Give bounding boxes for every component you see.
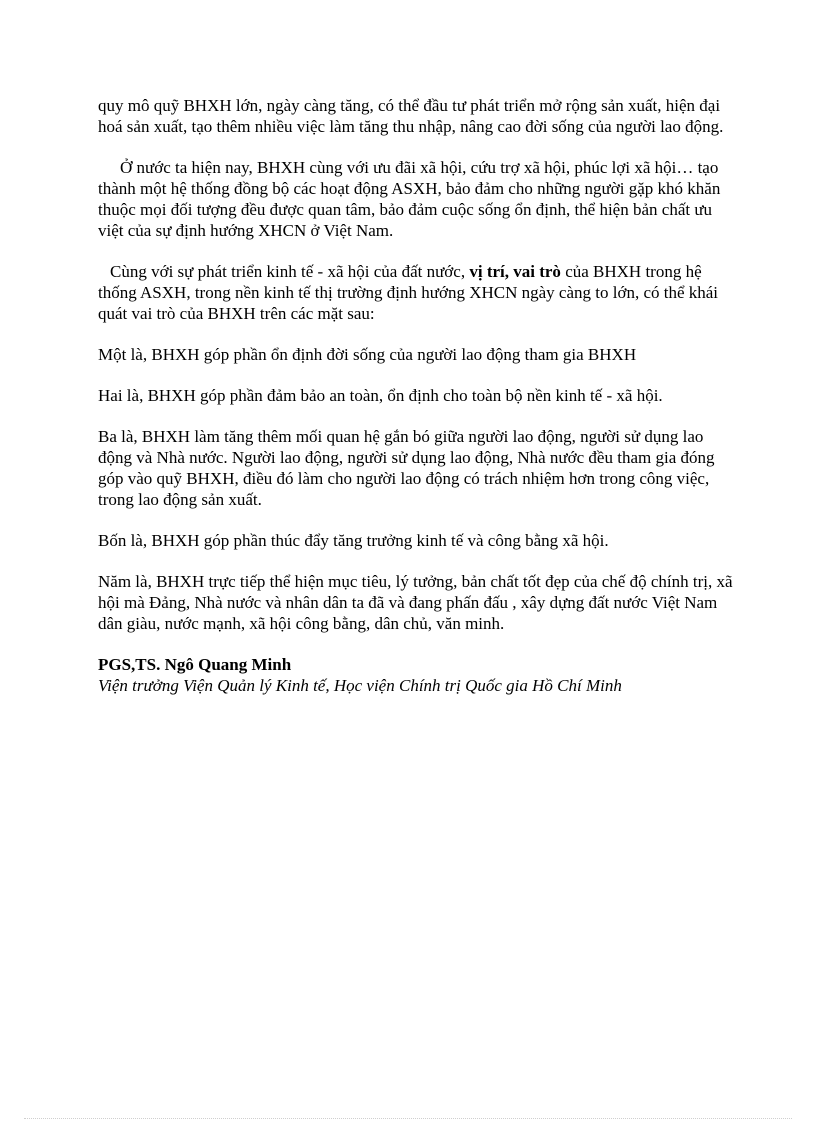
paragraph-role-one: Một là, BHXH góp phần ổn định đời sống của người lao động tham gia BHXH [98,345,637,364]
paragraph-role-five: Năm là, BHXH trực tiếp thể hiện mục tiêu, lý tưởng, bản chất tốt đẹp của chế độ chính trị, xã hội mà Đảng, Nhà nước và nhân dân ta đã và đang phấn đấu , xây dựng đất nước Việt Nam dân giàu, nước mạnh, xã hội công bằng, dân chủ, văn minh. [98,572,733,633]
document-page [98,95,738,696]
paragraph-role-overview [98,261,738,324]
role-overview-intro: Cùng với sự phát triển kinh tế - xã hội của đất nước, [110,262,470,281]
signature-block [98,654,738,696]
author-affiliation: Viện trưởng Viện Quản lý Kinh tế, Học viện Chính trị Quốc gia Hồ Chí Minh [98,676,622,695]
role-overview-emphasis: vị trí, vai trò [469,262,561,281]
paragraph-role-two: Hai là, BHXH góp phần đảm bảo an toàn, ổn định cho toàn bộ nền kinh tế - xã hội. [98,386,663,405]
page-bottom-divider [24,1118,792,1119]
role-overview-rest: của BHXH trong hệ thống ASXH, trong nền kinh tế thị trường định hướng XHCN ngày càng to lớn, có thể khái quát vai trò của BHXH trên các mặt sau: [98,262,719,323]
paragraph-role-three: Ba là, BHXH làm tăng thêm mối quan hệ gắn bó giữa người lao động, người sử dụng lao động và Nhà nước. Người lao động, người sử dụng lao động, Nhà nước đều tham gia đóng góp vào quỹ BHXH, điều đó làm cho người lao động có trách nhiệm hơn trong công việc, trong lao động sản xuất. [98,427,715,509]
paragraph-social-security-system: Ở nước ta hiện nay, BHXH cùng với ưu đãi xã hội, cứu trợ xã hội, phúc lợi xã hội… tạo thành một hệ thống đồng bộ các hoạt động ASXH, bảo đảm cho những người gặp khó khăn thuộc mọi đối tượng đều được quan tâm, bảo đảm cuộc sống ổn định, thể hiện bản chất ưu việt của sự định hướng XHCN ở Việt Nam. [98,158,721,240]
paragraph-role-four: Bốn là, BHXH góp phần thúc đẩy tăng trưởng kinh tế và công bằng xã hội. [98,531,609,550]
author-name: PGS,TS. Ngô Quang Minh [98,655,292,674]
paragraph-fund-scale: quy mô quỹ BHXH lớn, ngày càng tăng, có thể đầu tư phát triển mở rộng sản xuất, hiện đại hoá sản xuất, tạo thêm nhiều việc làm tăng thu nhập, nâng cao đời sống của người lao động. [98,96,724,136]
